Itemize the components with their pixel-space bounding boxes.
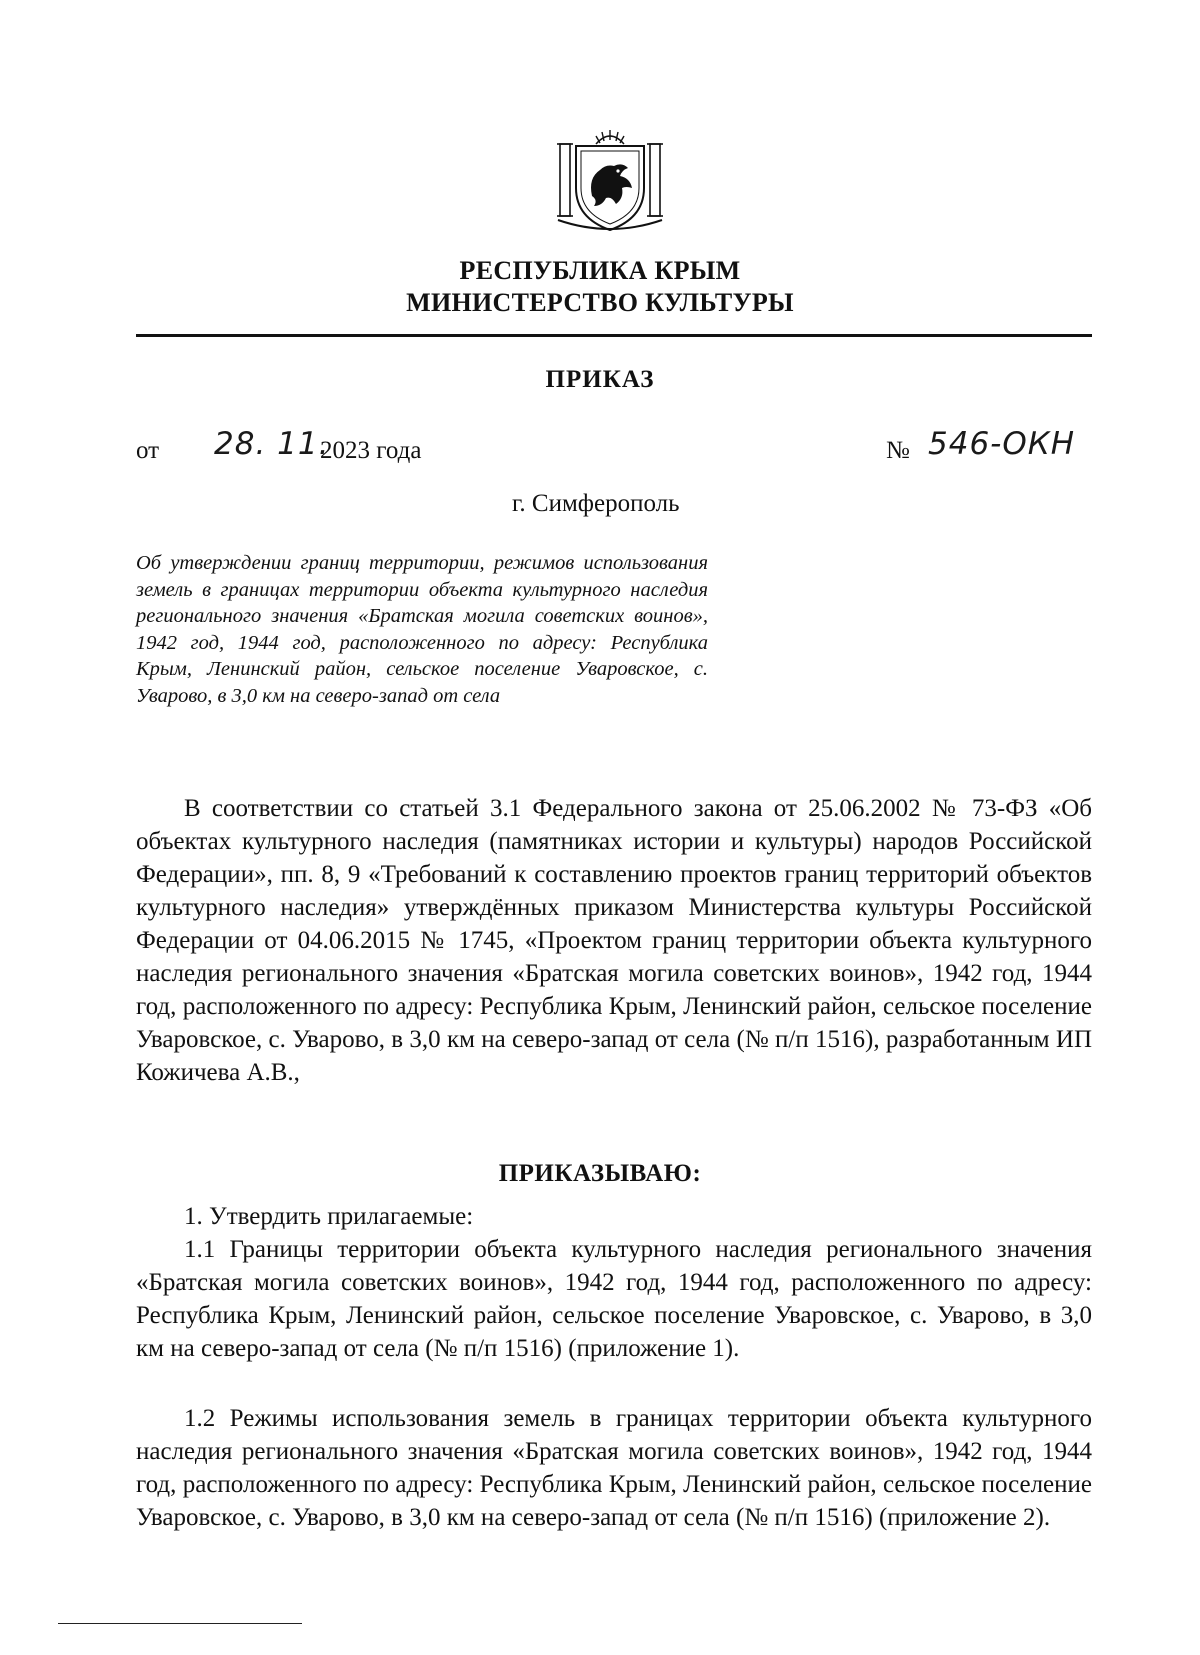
- ministry-heading: МИНИСТЕРСТВО КУЛЬТУРЫ: [406, 288, 794, 317]
- coat-of-arms-emblem: [552, 126, 668, 236]
- item-1-1: 1.1 Границы территории объекта культурного наследия регионального значения «Братская могила советских воинов», 1942 год, 1944 год, расположенного по адресу: Республика Крым, Ленинский район, сельское поселение Уваровское, с. Уварово, в 3,0 км на северо-запад от села (№ п/п 1516) (приложение 1).: [136, 1236, 1092, 1362]
- order-subject: Об утверждении границ территории, режимов использования земель в границах территории объекта культурного наследия регионального значения «Братская могила советских воинов», 1942 год, 1944 год, расположенного по адресу: Республика Крым, Ленинский район, сельское поселение Уваровское, с. Уварово, в 3,0 км на северо-запад от села: [136, 552, 708, 707]
- order-number-handwritten: 546-ОКН: [928, 426, 1076, 462]
- number-sign: №: [886, 437, 910, 464]
- item-1-2: 1.2 Режимы использования земель в границах территории объекта культурного наследия регионального значения «Братская могила советских воинов», 1942 год, 1944 год, расположенного по адресу: Республика Крым, Ленинский район, сельское поселение Уваровское, с. Уварово, в 3,0 км на северо-запад от села (№ п/п 1516) (приложение 2).: [136, 1405, 1092, 1531]
- date-year: 2023 года: [320, 437, 422, 464]
- city-name: г. Симферополь: [512, 490, 680, 517]
- item-1: 1. Утвердить прилагаемые:: [184, 1203, 474, 1230]
- date-prefix: от: [136, 437, 160, 464]
- preamble-paragraph: В соответствии со статьей 3.1 Федерального закона от 25.06.2002 № 73-ФЗ «Об объектах культурного наследия (памятниках истории и культуры) народов Российской Федерации», пп. 8, 9 «Требований к составлению проектов границ территорий объектов культурного наследия» утверждённых приказом Министерства культуры Российской Федерации от 04.06.2015 № 1745, «Проектом границ территории объекта культурного наследия регионального значения «Братская могила советских воинов», 1942 год, 1944 год, расположенного по адресу: Республика Крым, Ленинский район, сельское поселение Уваровское, с. Уварово, в 3,0 км на северо-запад от села (№ п/п 1516), разработанным ИП Кожичева А.В.,: [136, 795, 1092, 1086]
- document-type-title: ПРИКАЗ: [545, 366, 655, 393]
- footnote-divider: [58, 1623, 302, 1624]
- republic-heading: РЕСПУБЛИКА КРЫМ: [459, 256, 741, 285]
- header-divider: [136, 334, 1092, 337]
- date-handwritten: 28. 11.: [214, 426, 330, 462]
- decree-heading: ПРИКАЗЫВАЮ:: [498, 1160, 702, 1187]
